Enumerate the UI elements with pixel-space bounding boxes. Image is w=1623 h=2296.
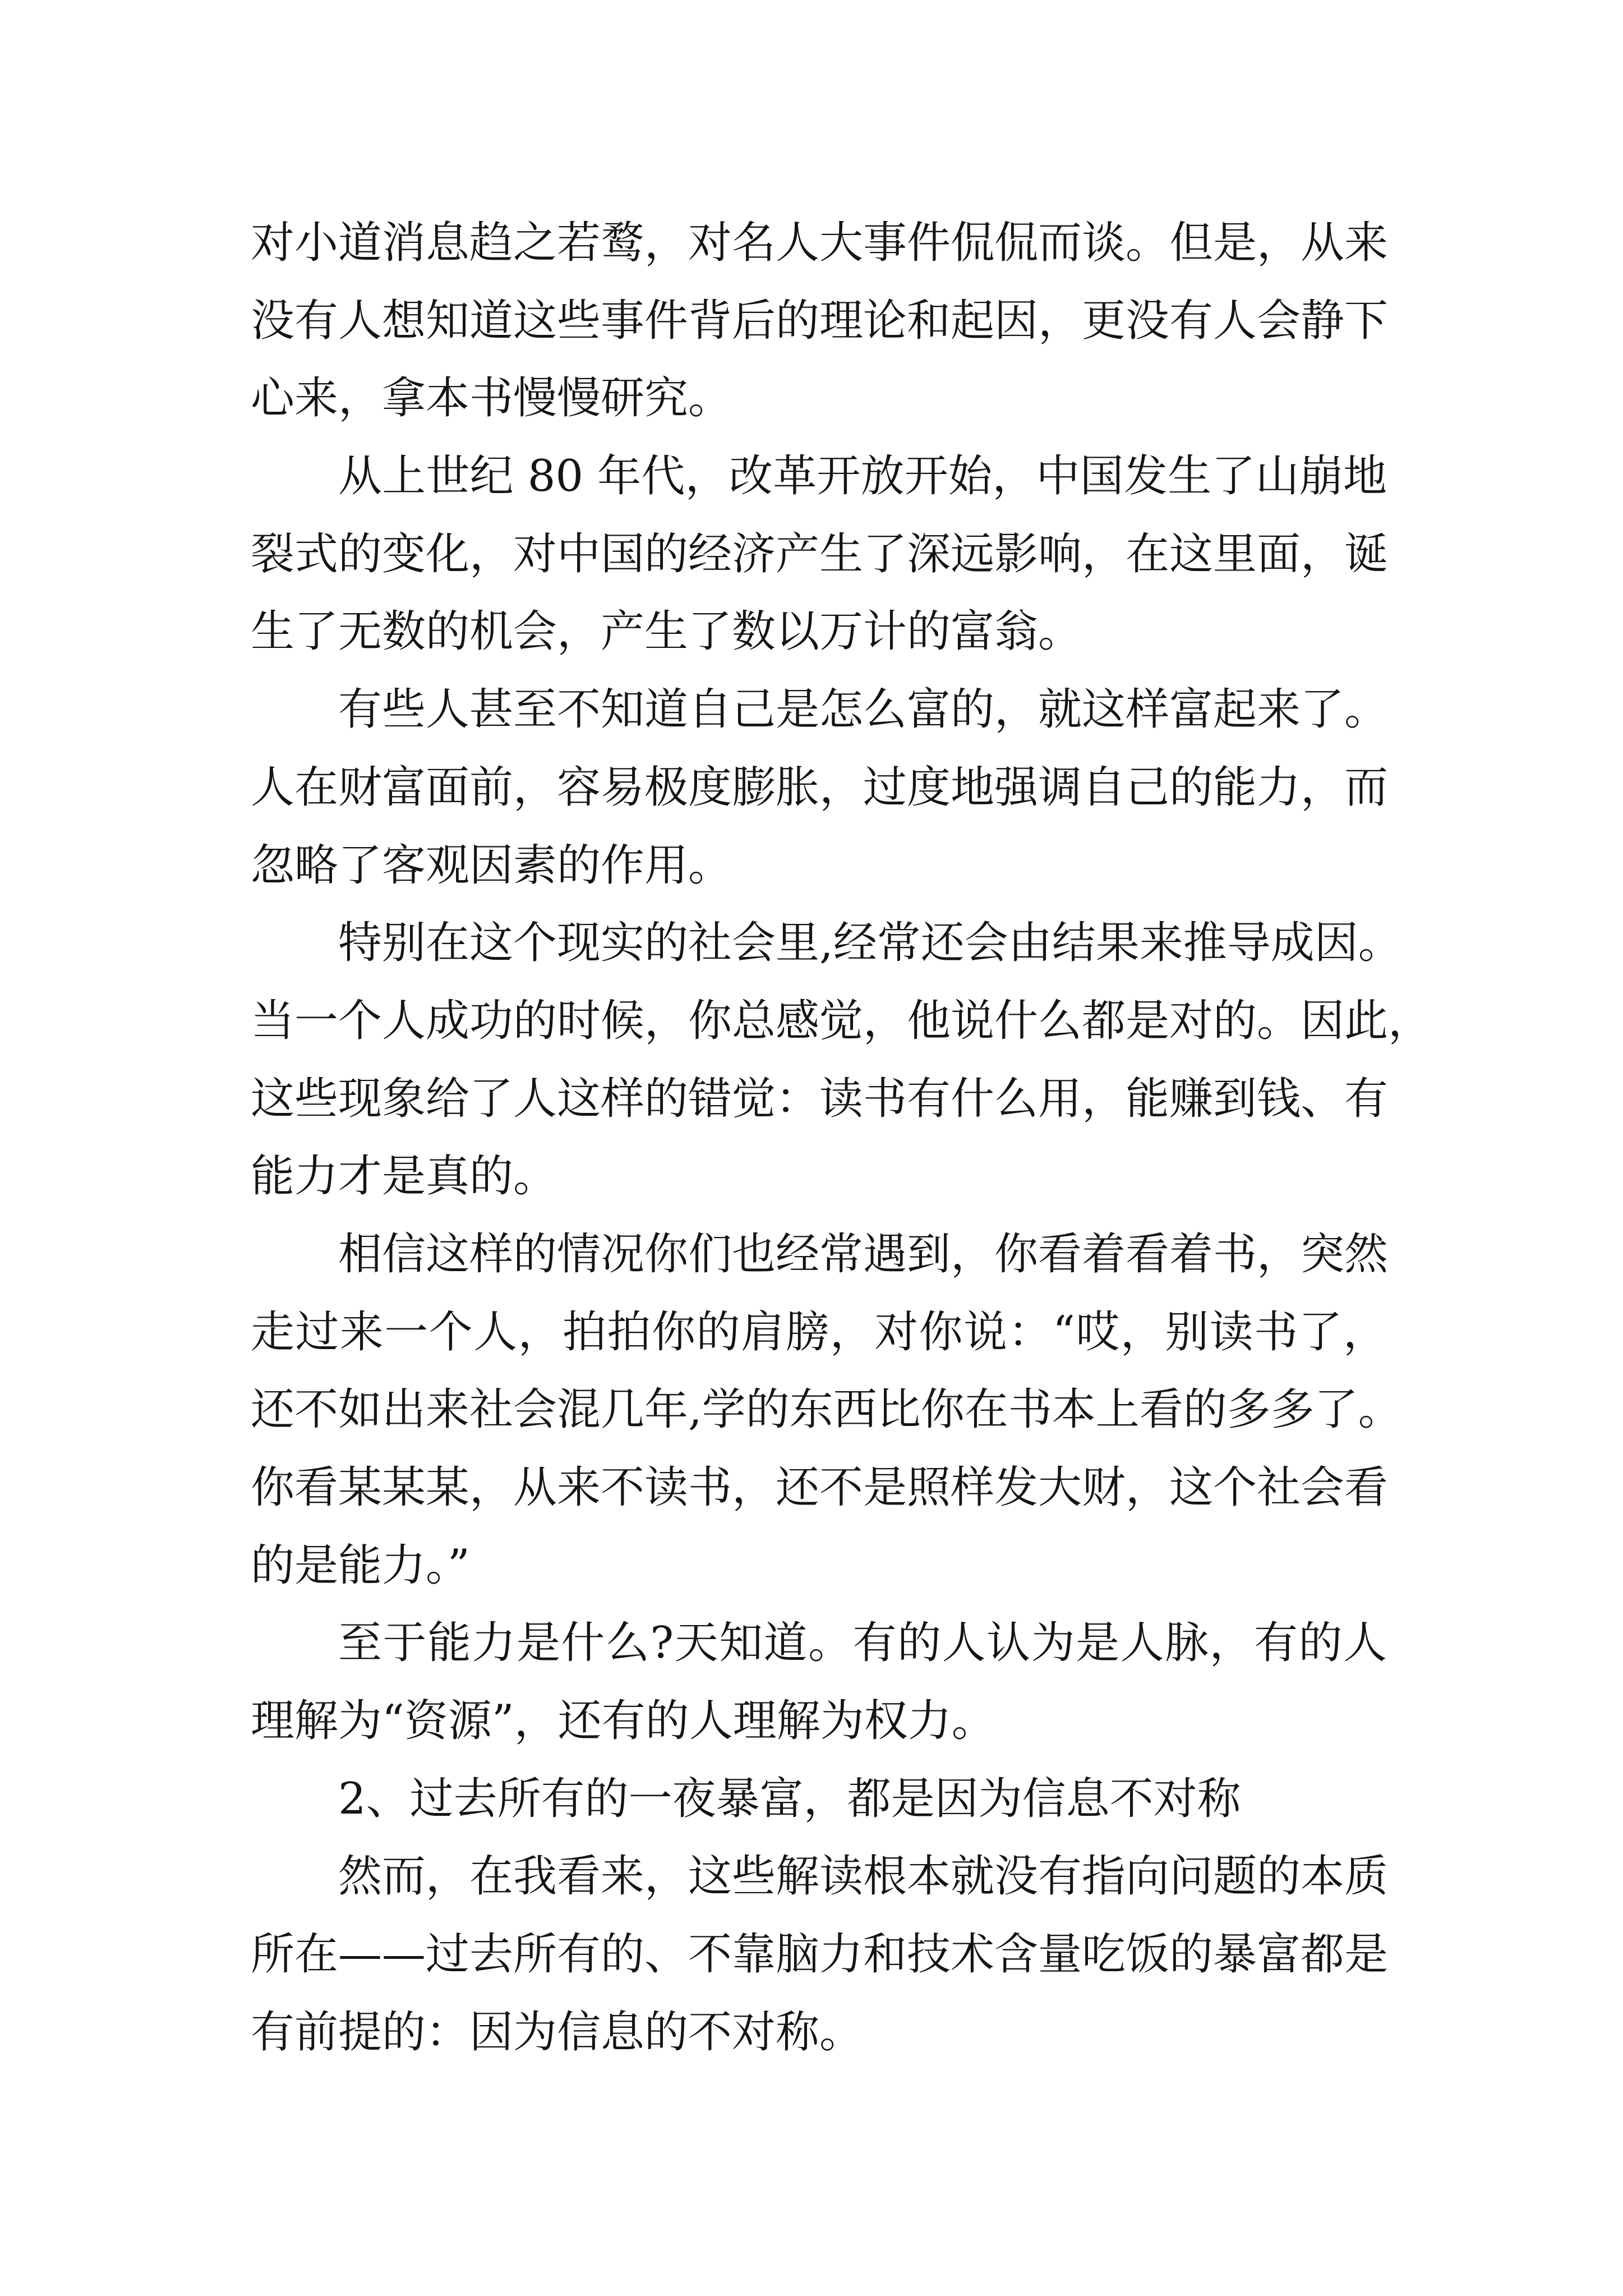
text-line: 有前提的：因为信息的不对称。 <box>251 2007 864 2058</box>
text-line: 对小道消息趋之若鹜，对名人大事件侃侃而谈。但是，从来 <box>251 218 1389 268</box>
paragraph <box>251 438 1387 671</box>
text-line: 所在——过去所有的、不靠脑力和技术含量吃饭的暴富都是 <box>251 1929 1389 1980</box>
text-line: 你看某某某，从来不读书，还不是照样发大财，这个社会看 <box>251 1462 1389 1513</box>
text-line: 有些人甚至不知道自己是怎么富的，就这样富起来了。 <box>338 684 1389 735</box>
text-line: 相信这样的情况你们也经常遇到，你看着看着书，突然 <box>338 1228 1389 1280</box>
text-line: 人在财富面前，容易极度膨胀，过度地强调自己的能力，而 <box>251 762 1389 813</box>
text-line: 当一个人成功的时候，你总感觉，他说什么都是对的。因此， <box>251 995 1432 1046</box>
text-line: 至于能力是什么?天知道。有的人认为是人脉，有的人 <box>338 1618 1387 1669</box>
paragraph <box>251 1604 1387 1760</box>
text-line: 从上世纪 80 年代，改革开放开始，中国发生了山崩地 <box>338 451 1387 502</box>
text-line: 还不如出来社会混几年,学的东西比你在书本上看的多多了。 <box>251 1384 1402 1435</box>
text-line: 走过来一个人，拍拍你的肩膀，对你说：“哎，别读书了， <box>251 1306 1387 1358</box>
paragraph <box>251 204 1387 438</box>
text-line: 特别在这个现实的社会里,经常还会由结果来推导成因。 <box>338 918 1402 969</box>
heading-line: 2、过去所有的一夜暴富，都是因为信息不对称 <box>338 1773 1241 1824</box>
paragraph <box>251 1216 1402 1604</box>
text-line: 能力才是真的。 <box>251 1151 557 1202</box>
paragraph <box>251 671 1387 904</box>
paragraph <box>251 904 1432 1216</box>
text-line: 忽略了客观因素的作用。 <box>251 840 732 891</box>
text-line: 没有人想知道这些事件背后的理论和起因，更没有人会静下 <box>251 295 1389 346</box>
paragraph <box>251 1838 1387 2071</box>
section-heading <box>251 1760 1387 1838</box>
text-line: 心来，拿本书慢慢研究。 <box>251 373 732 424</box>
text-line: 理解为“资源”，还有的人理解为权力。 <box>251 1696 995 1747</box>
text-line: 然而，在我看来，这些解读根本就没有指向问题的本质 <box>338 1851 1389 1902</box>
text-line: 生了无数的机会，产生了数以万计的富翁。 <box>251 606 1082 657</box>
text-line: 裂式的变化，对中国的经济产生了深远影响，在这里面，诞 <box>251 528 1389 579</box>
text-line: 的是能力。” <box>251 1540 470 1591</box>
text-line: 这些现象给了人这样的错觉：读书有什么用，能赚到钱、有 <box>251 1073 1389 1124</box>
body-text <box>251 204 1432 2072</box>
